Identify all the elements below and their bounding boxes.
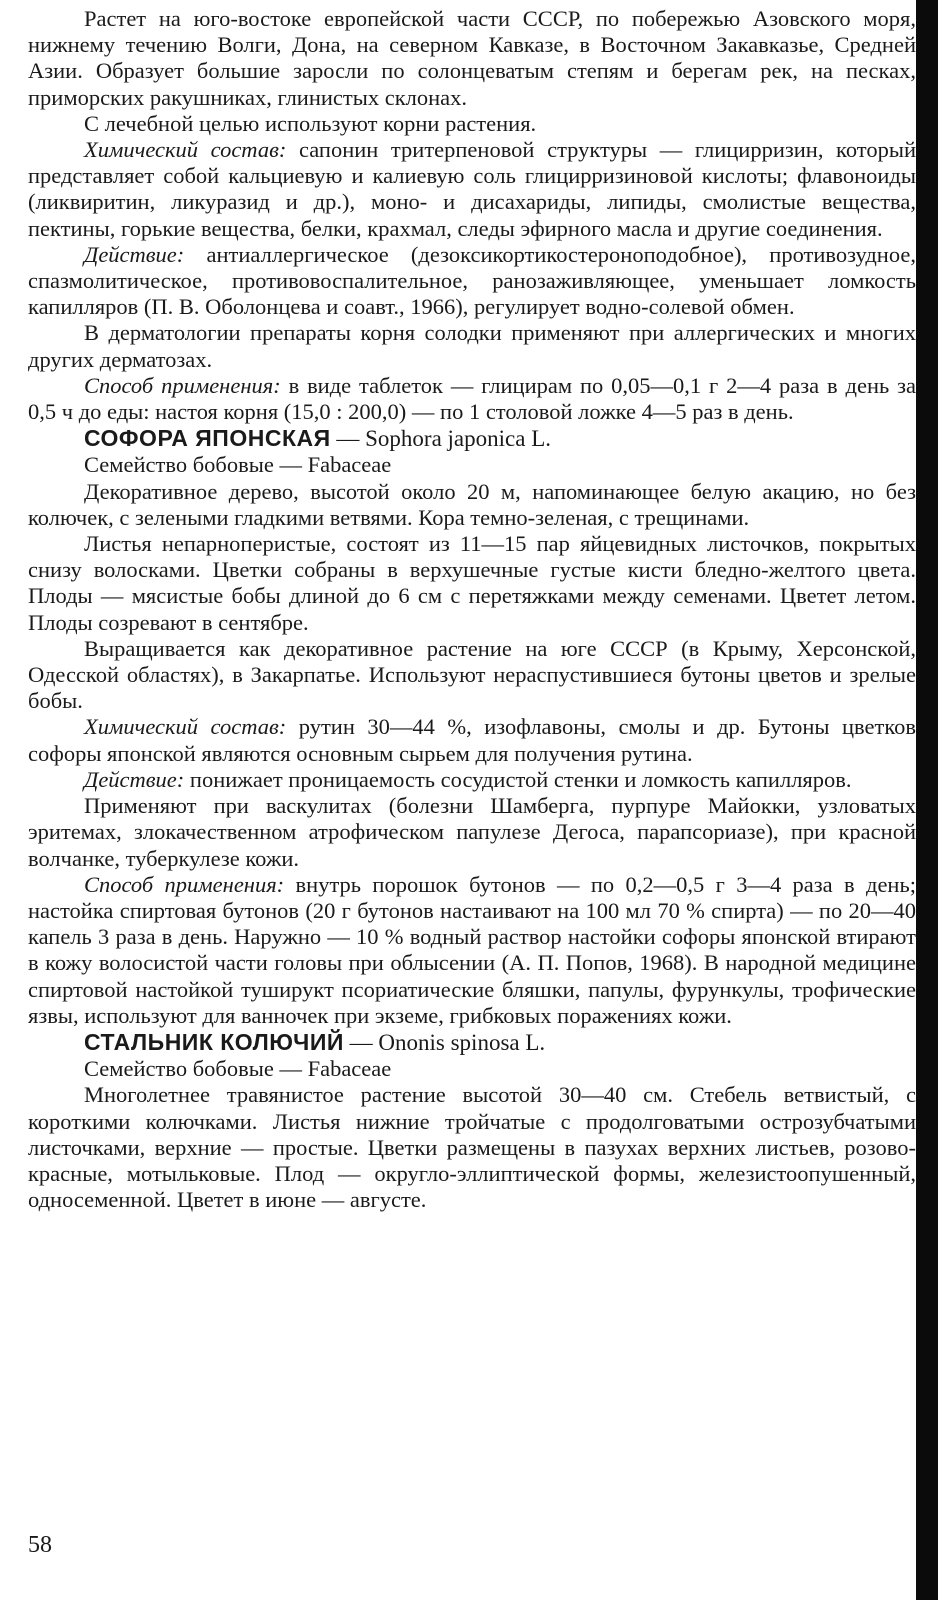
sophora-method-label: Способ применения: [84, 871, 285, 897]
sophora-action-label: Действие: [84, 766, 185, 792]
sophora-chemical-label: Химический состав: [84, 714, 287, 740]
ononis-title-lat: — Ononis spinosa L. [343, 1029, 546, 1055]
sophora-title-lat: — Sophora japonica L. [330, 426, 551, 452]
sophora-heading [28, 425, 916, 452]
ononis-paragraph-1: Многолетнее травянистое растение высотой 30—40 см. Стебель ветвистый, с короткими колючками. Листья нижние тройчатые с продолговатыми острозубчатыми листочками, верхние — простые. Цветки размещены в пазухах верхних листьев, розово-красные, мотыльковые. Плод — округло-эллиптической формы, железистоопушенный, односеменной. Цветет в июне — августе. [28, 1082, 916, 1213]
sophora-chemical [28, 714, 916, 766]
sophora-method-text: внутрь порошок бутонов — по 0,2—0,5 г 3—4 раза в день; настойка спиртовая бутонов (20 г бутонов настаивают на 100 мл 70 % спирта) — по 20—40 капель 3 раза в день. Наружно — 10 % водный раствор настойки софоры японской втирают в кожу волосистой части головы при облысении (А. П. Попов, 1968). В народной медицине спиртовой настойкой туширукт псориатические бляшки, папулы, фурункулы, трофические язвы, используют для ванночек при экземе, грибковых поражениях кожи. [28, 871, 916, 1028]
method-text: в виде таблеток — глицирам по 0,05—0,1 г 2—4 раза в день за 0,5 ч до еды: настоя корня (15,0 : 200,0) — по 1 столовой ложке 4—5 раз в день. [28, 372, 916, 425]
ononis-heading [28, 1029, 916, 1056]
sophora-paragraph-1: Декоративное дерево, высотой около 20 м, напоминающее белую акацию, но без колючек, с зелеными гладкими ветвями. Кора темно-зеленая, с трещинами. [28, 478, 916, 530]
method-label: Способ применения: [84, 372, 281, 398]
paragraph-action [28, 242, 916, 321]
page-number: 58 [28, 1532, 52, 1558]
sophora-title-ru: СОФОРА ЯПОНСКАЯ [84, 425, 331, 452]
sophora-chemical-text: рутин 30—44 %, изофлавоны, смолы и др. Бутоны цветков софоры японской являются основным сырьем для получения рутина. [28, 714, 917, 766]
paragraph-habitat: Растет на юго-востоке европейской части СССР, по побережью Азовского моря, нижнему течению Волги, Дона, на северном Кавказе, в Восточном Закавказье, Средней Азии. Образует большие заросли по солонцеватым степям и берегам рек, на песках, приморских ракушниках, глинистых склонах. [28, 6, 916, 110]
sophora-action [28, 767, 916, 793]
sophora-paragraph-2: Листья непарноперистые, состоят из 11—15 пар яйцевидных листочков, покрытых снизу волосками. Цветки собраны в верхушечные густые кисти бледно-желтого цвета. Плоды — мясистые бобы длиной до 6 см с перетяжками между семенами. Цветет летом. Плоды созревают в сентябре. [28, 531, 916, 635]
chemical-label: Химический состав: [84, 137, 287, 163]
sophora-family: Семейство бобовые — Fabaceae [84, 452, 392, 478]
paragraph-chemical [28, 137, 916, 242]
chemical-text: сапонин тритерпеновой структуры — глицирризин, который представляет собой кальциевую и калиевую соль глицирризиновой кислоты; флавоноиды (ликвиритин, ликуразид и др.), моно- и дисахариды, липиды, смолистые вещества, пектины, горькие вещества, белки, крахмал, следы эфирного масла и другие соединения. [28, 137, 916, 241]
sophora-paragraph-3: Выращивается как декоративное растение на юге СССР (в Крыму, Херсонской, Одесской областях), в Закарпатье. Используют нераспустившиеся бутоны цветов и зрелые бобы. [28, 635, 916, 714]
paragraph-use: С лечебной целью используют корни растения. [84, 110, 537, 136]
action-label: Действие: [84, 241, 185, 267]
sophora-action-text: понижает проницаемость сосудистой стенки и ломкость капилляров. [184, 766, 852, 792]
scan-edge-shadow [916, 0, 938, 1600]
sophora-method [28, 872, 916, 1029]
paragraph-method [28, 373, 916, 425]
ononis-title-ru: СТАЛЬНИК КОЛЮЧИЙ [84, 1028, 344, 1055]
sophora-apply: Применяют при васкулитах (болезни Шамберга, пурпуре Майокки, узловатых эритемах, злокачественном атрофическом папулезе Дегоса, парапсориазе), при красной волчанке, туберкулезе кожи. [28, 793, 916, 871]
paragraph-dermatology: В дерматологии препараты корня солодки применяют при аллергических и многих других дерматозах. [28, 320, 916, 372]
text-column [28, 6, 916, 1213]
ononis-family: Семейство бобовые — Fabaceae [84, 1056, 392, 1082]
action-text: антиаллергическое (дезоксикортикостероноподобное), противозудное, спазмолитическое, противовоспалительное, ранозаживляющее, уменьшает ломкость капилляров (П. В. Оболонцева и соавт., 1966), регулирует водно-солевой обмен. [28, 241, 916, 320]
